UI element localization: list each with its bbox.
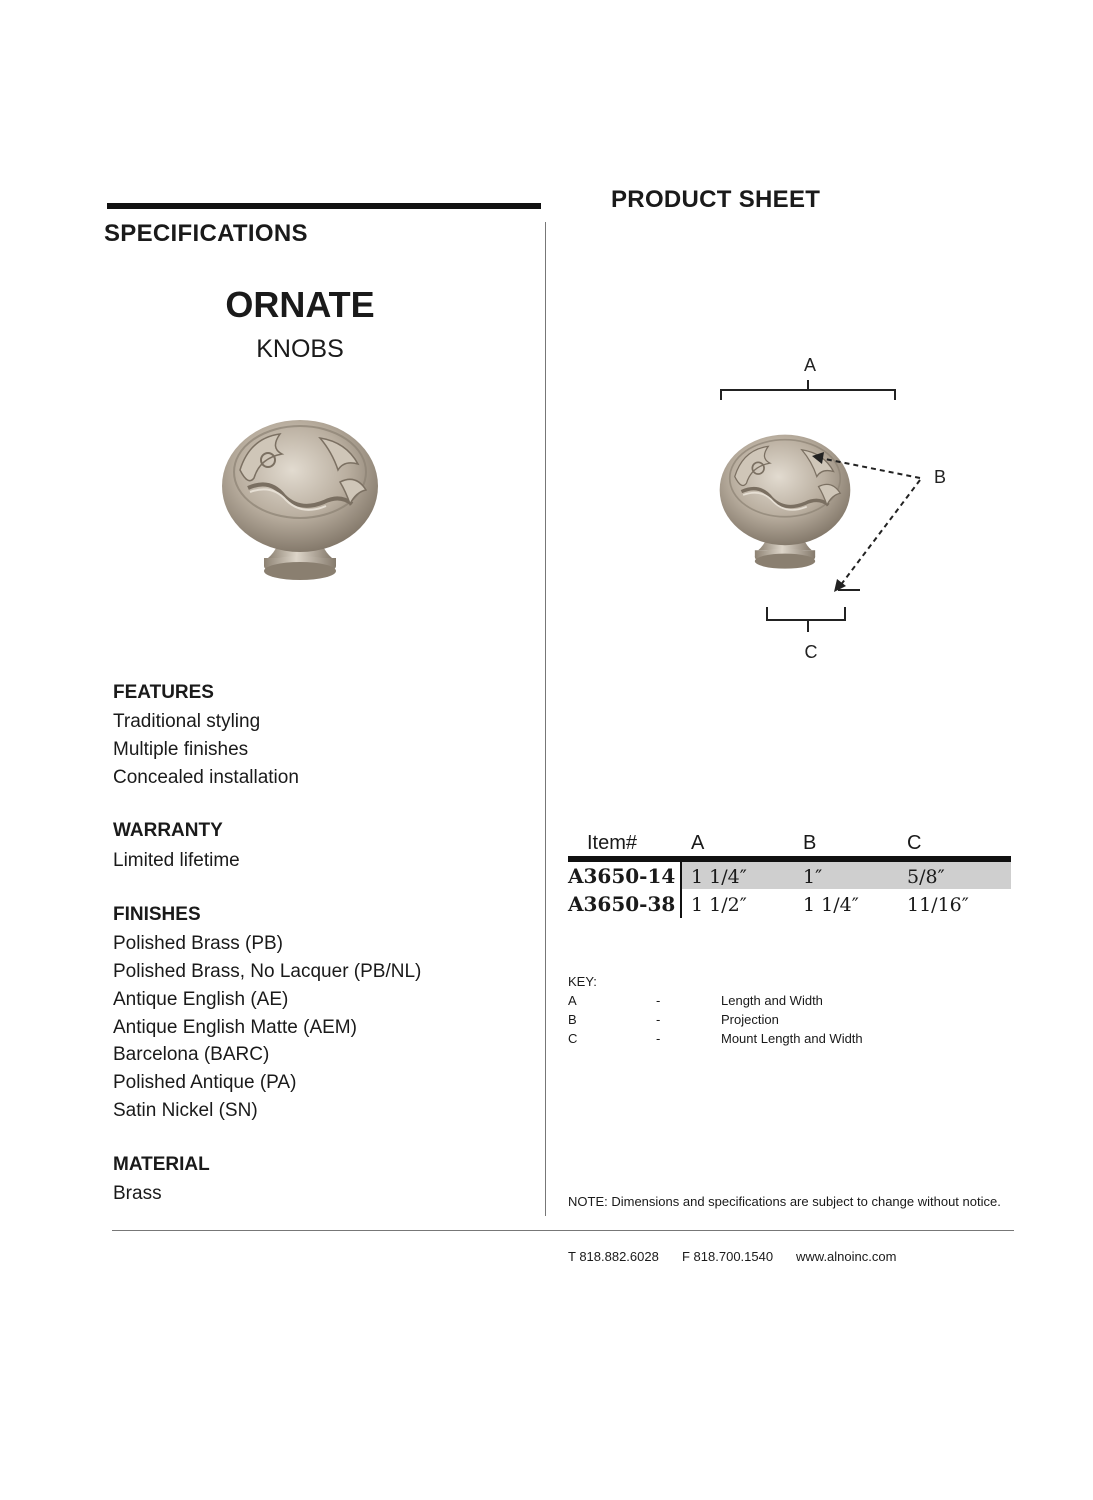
- key-description: Mount Length and Width: [721, 1031, 863, 1046]
- warranty-item: Limited lifetime: [113, 850, 240, 871]
- footer-phone: T 818.882.6028: [568, 1249, 659, 1264]
- material-heading: MATERIAL: [113, 1154, 210, 1175]
- table-cell: 1 1/4″: [803, 894, 859, 916]
- table-header-c: C: [907, 832, 922, 854]
- key-description: Length and Width: [721, 993, 823, 1008]
- product-category: KNOBS: [256, 335, 344, 363]
- table-header-a: A: [691, 832, 705, 854]
- finish-item: Antique English Matte (AEM): [113, 1017, 357, 1038]
- finish-item: Antique English (AE): [113, 989, 289, 1010]
- key-title: KEY:: [568, 974, 597, 989]
- key-letter: B: [568, 1012, 577, 1027]
- footer-fax: F 818.700.1540: [682, 1249, 774, 1264]
- table-cell: 1 1/2″: [691, 894, 747, 916]
- key-letter: C: [568, 1031, 578, 1046]
- table-cell: 1″: [803, 866, 823, 888]
- key-dash: -: [656, 1031, 661, 1046]
- table-row-item: A3650-38: [568, 892, 676, 916]
- table-header-item: Item#: [587, 832, 638, 854]
- table-cell: 11/16″: [907, 894, 969, 916]
- key-dash: -: [656, 993, 661, 1008]
- table-cell: 5/8″: [907, 866, 945, 888]
- finish-item: Polished Brass (PB): [113, 933, 284, 954]
- table-header-b: B: [803, 832, 817, 854]
- label-b: B: [933, 467, 947, 487]
- footer-rule: [112, 1230, 1014, 1231]
- product-sheet-heading: PRODUCT SHEET: [611, 186, 821, 213]
- finishes-heading: FINISHES: [113, 904, 201, 925]
- footer-website[interactable]: www.alnoinc.com: [796, 1249, 897, 1264]
- key-dash: -: [656, 1012, 661, 1027]
- finish-item: Polished Antique (PA): [113, 1072, 297, 1093]
- features-heading: FEATURES: [113, 682, 214, 703]
- dimension-a-bracket: [721, 390, 895, 400]
- key-description: Projection: [721, 1012, 779, 1027]
- material-item: Brass: [113, 1183, 162, 1204]
- dimension-diagram: [700, 350, 960, 670]
- label-a: A: [803, 355, 817, 375]
- warranty-heading: WARRANTY: [113, 820, 223, 841]
- finish-item: Barcelona (BARC): [113, 1044, 270, 1065]
- finish-item: Satin Nickel (SN): [113, 1100, 258, 1121]
- specifications-heading: SPECIFICATIONS: [104, 220, 308, 247]
- finish-item: Polished Brass, No Lacquer (PB/NL): [113, 961, 422, 982]
- table-column-rule: [680, 862, 682, 918]
- key-letter: A: [568, 993, 577, 1008]
- disclaimer-note: NOTE: Dimensions and specifications are subject to change without notice.: [568, 1194, 1001, 1209]
- knob-product-image: [218, 408, 382, 588]
- top-rule: [107, 203, 541, 209]
- feature-item: Multiple finishes: [113, 739, 249, 760]
- label-c: C: [804, 642, 818, 662]
- table-cell: 1 1/4″: [691, 866, 747, 888]
- table-row-item: A3650-14: [568, 864, 676, 888]
- feature-item: Concealed installation: [113, 767, 299, 788]
- feature-item: Traditional styling: [113, 711, 261, 732]
- product-name: ORNATE: [225, 284, 375, 325]
- column-divider: [545, 222, 546, 1216]
- dimension-c-bracket: [767, 607, 845, 620]
